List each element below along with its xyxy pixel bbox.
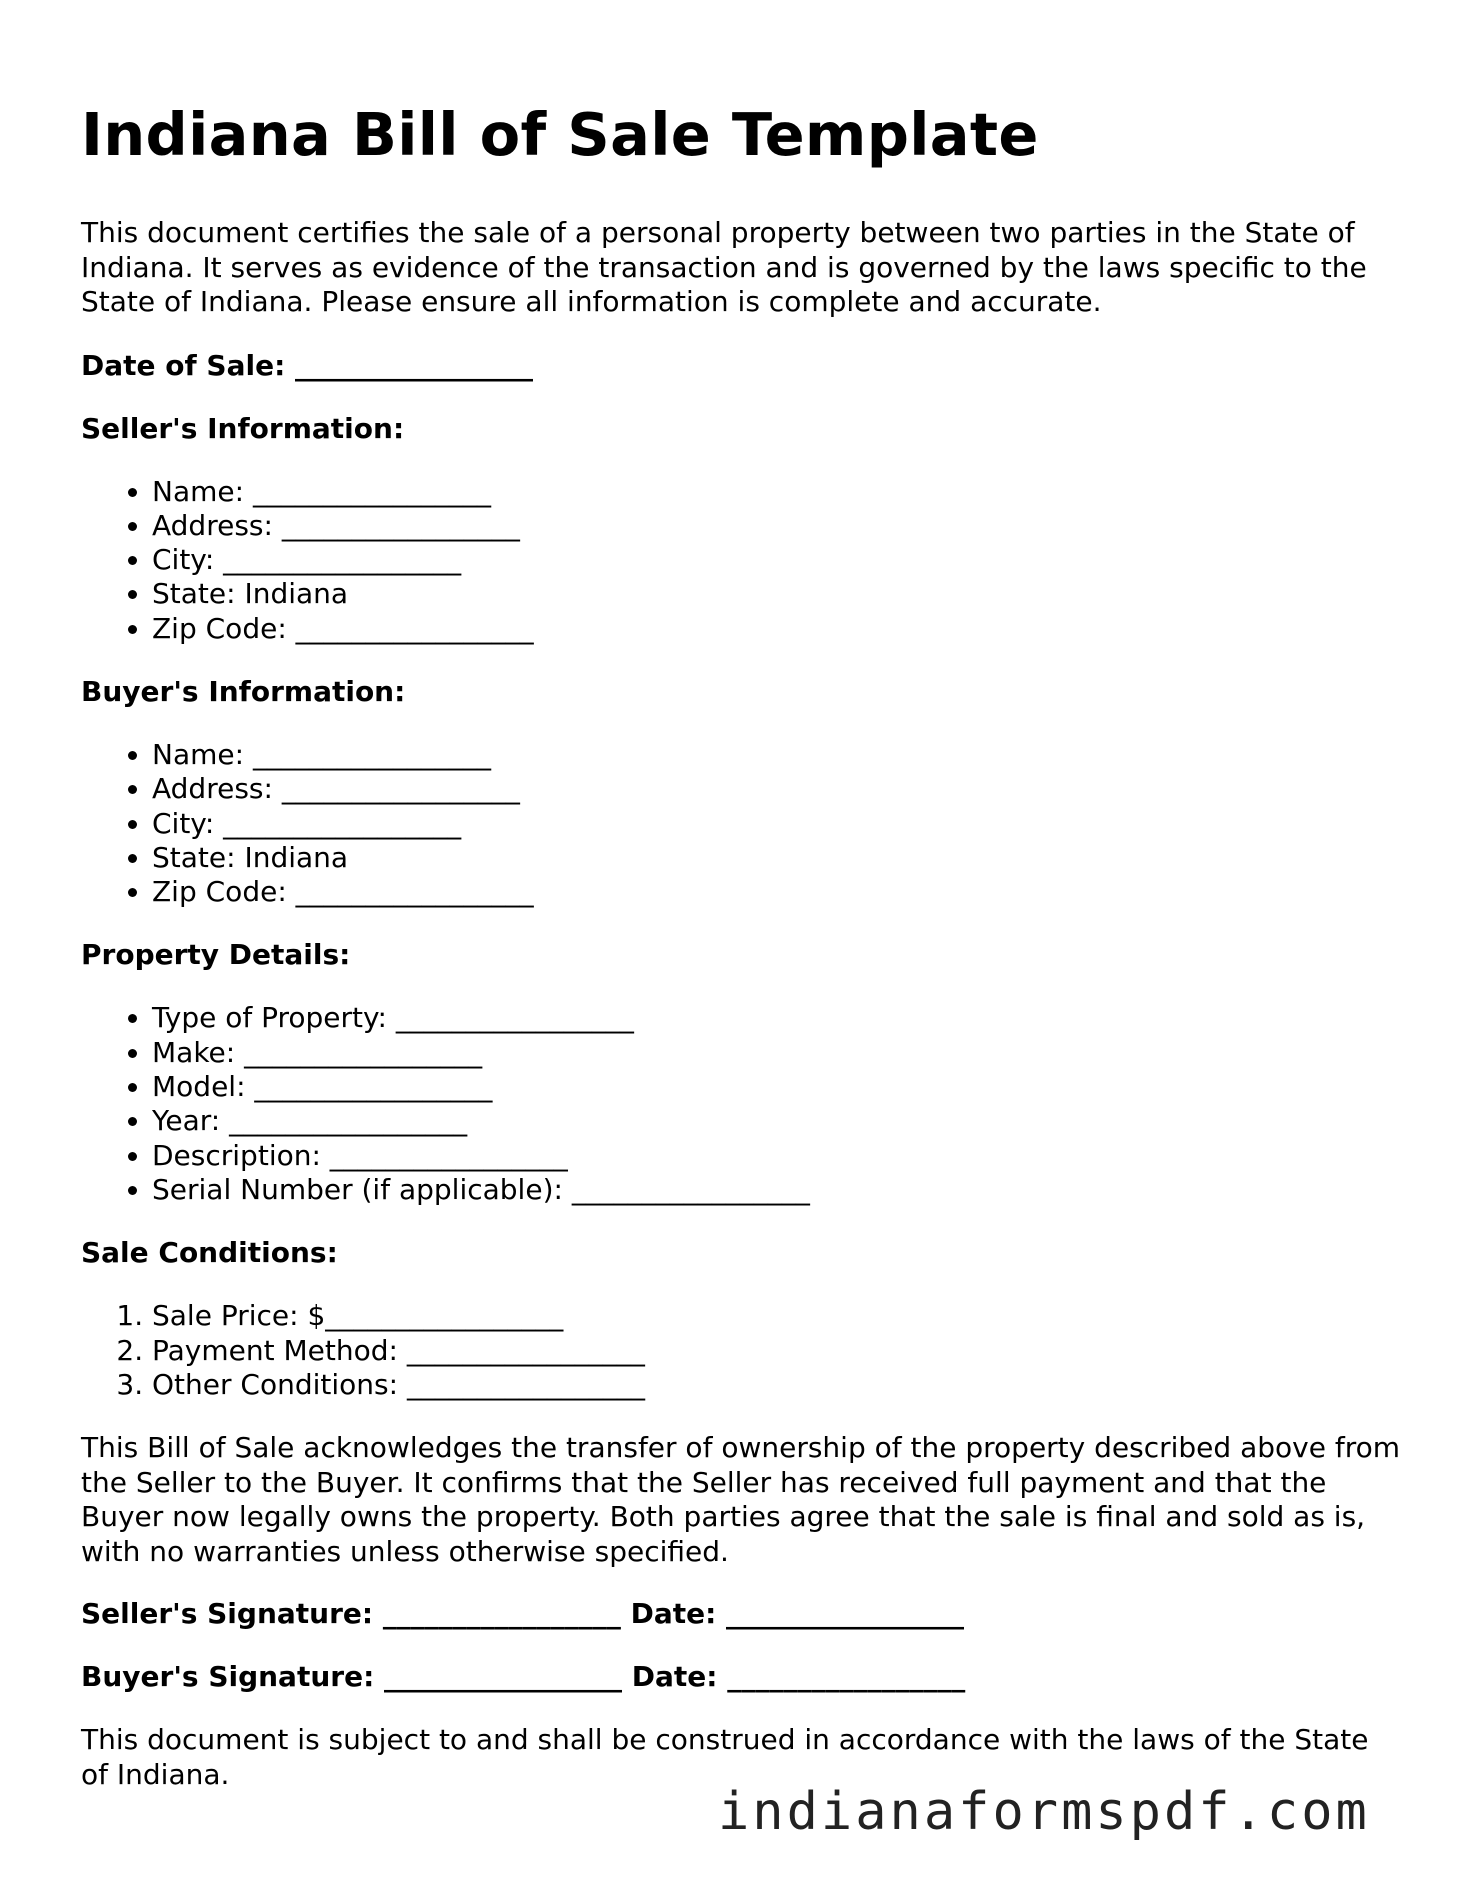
page-title: Indiana Bill of Sale Template — [81, 100, 1039, 169]
buyer-signature-line: Buyer's Signature: _________________ Date: _________________ — [81, 1660, 966, 1694]
property-section-heading: Property Details: — [81, 938, 351, 972]
site-watermark: indianaformspdf.com — [718, 1782, 1370, 1842]
buyer-city-field: • City: _________________ — [152, 807, 1401, 841]
governing-law-paragraph: This document is subject to and shall be construed in accordance with the laws of the State of Indiana. — [81, 1723, 1369, 1791]
property-model-field: • Model: _________________ — [152, 1070, 1401, 1104]
buyer-state-field: • State: Indiana — [152, 841, 1401, 875]
seller-city-field: • City: _________________ — [152, 543, 1401, 577]
sale-conditions-list — [81, 1299, 1401, 1402]
buyer-info-list — [81, 738, 1401, 909]
sale-price-field: 1. Sale Price: $_________________ — [152, 1299, 1401, 1333]
property-serial-field: • Serial Number (if applicable): _________________ — [152, 1173, 1401, 1207]
seller-address-field: • Address: _________________ — [152, 509, 1401, 543]
conditions-section-heading: Sale Conditions: — [81, 1236, 338, 1270]
closing-paragraph: This Bill of Sale acknowledges the transfer of ownership of the property described above from the Seller to the Buyer. It confirms that the Seller has received full payment and that the Buyer now legally owns the property. Both parties agree that the sale is final and sold as is, with no warranties unless otherwise specified. — [81, 1431, 1400, 1568]
date-of-sale-field: Date of Sale: _________________ — [81, 348, 534, 382]
seller-name-field: • Name: _________________ — [152, 475, 1401, 509]
buyer-address-field: • Address: _________________ — [152, 772, 1401, 806]
property-details-list — [81, 1001, 1401, 1207]
seller-signature-line: Seller's Signature: _________________ Date: _________________ — [81, 1597, 965, 1631]
seller-info-list — [81, 475, 1401, 646]
buyer-zip-field: • Zip Code: _________________ — [152, 875, 1401, 909]
property-make-field: • Make: _________________ — [152, 1036, 1401, 1070]
other-conditions-field: 3. Other Conditions: _________________ — [152, 1368, 1401, 1402]
seller-zip-field: • Zip Code: _________________ — [152, 612, 1401, 646]
buyer-section-heading: Buyer's Information: — [81, 674, 406, 708]
property-year-field: • Year: _________________ — [152, 1104, 1401, 1138]
property-description-field: • Description: _________________ — [152, 1139, 1401, 1173]
seller-state-field: • State: Indiana — [152, 577, 1401, 611]
payment-method-field: 2. Payment Method: _________________ — [152, 1334, 1401, 1368]
buyer-name-field: • Name: _________________ — [152, 738, 1401, 772]
seller-section-heading: Seller's Information: — [81, 411, 405, 445]
property-type-field: • Type of Property: _________________ — [152, 1001, 1401, 1035]
intro-paragraph: This document certifies the sale of a personal property between two parties in the State of Indiana. It serves as evidence of the transaction and is governed by the laws specific to the State of Indiana. Please ensure all information is complete and accurate. — [81, 216, 1367, 318]
document-page — [81, 100, 1401, 1792]
